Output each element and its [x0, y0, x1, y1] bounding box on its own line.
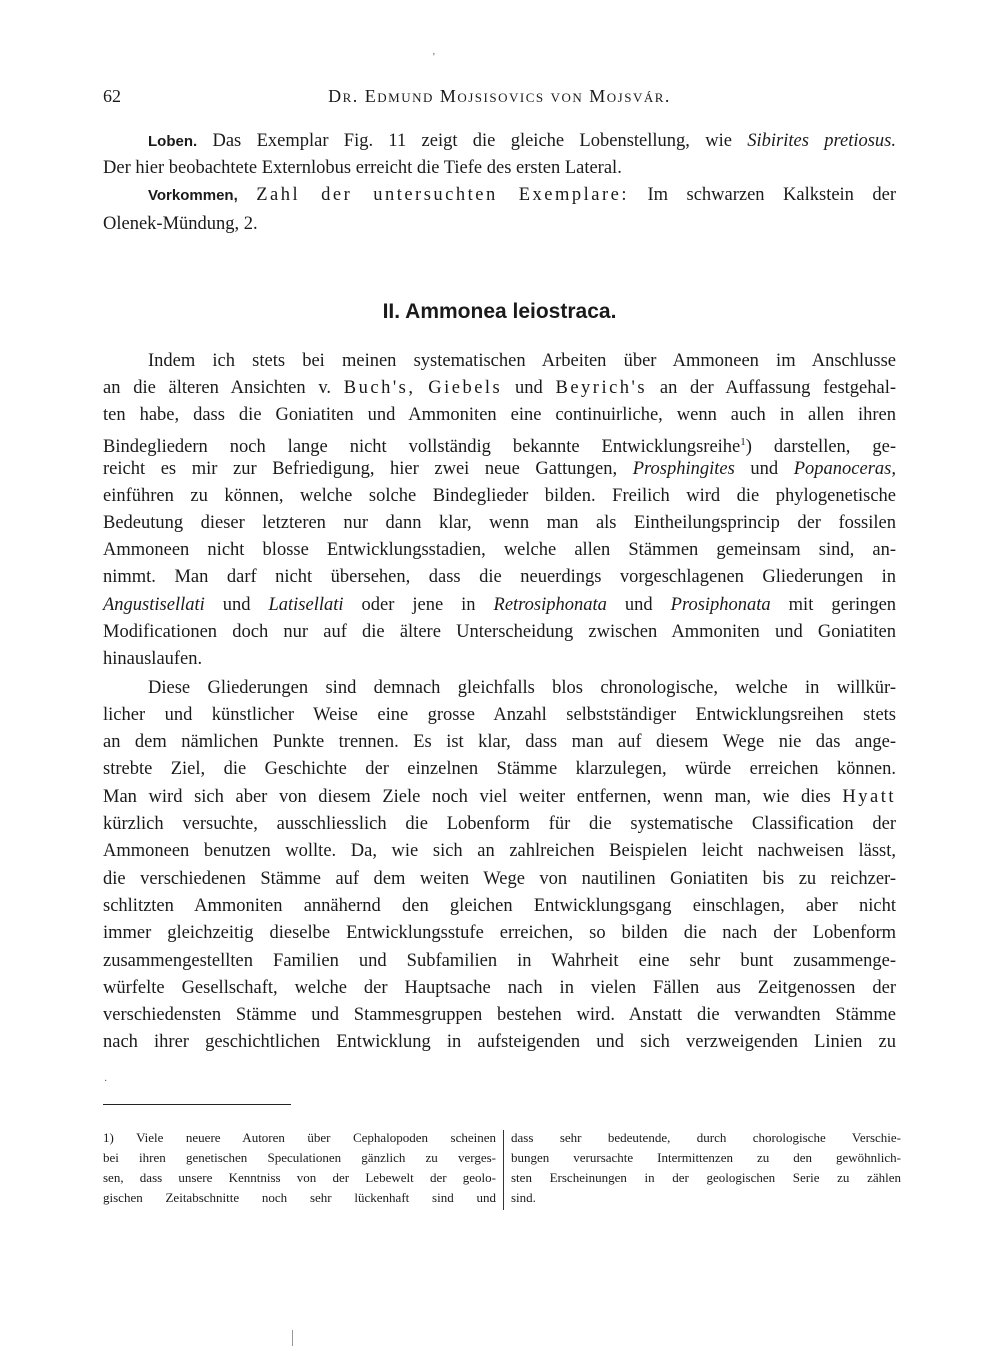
- vorkommen-line-2: Olenek-Mündung, 2.: [103, 214, 258, 234]
- para1-text: an der Auffassung festgehal-: [659, 378, 897, 398]
- page-number: 62: [103, 86, 121, 106]
- loben-label: Loben.: [148, 133, 198, 150]
- para1-text: oder jene in: [361, 595, 476, 615]
- para1-line: einführen zu können, welche solche Bindeglieder bilden. Freilich wird die phylogenetische: [103, 486, 896, 506]
- footnote-right-line: sind.: [511, 1190, 536, 1205]
- footnote-ref: 1: [740, 436, 746, 448]
- para1-line: [103, 377, 896, 399]
- para2-text: Man wird sich aber von diesem Ziele noch viel weiter entfernen, wenn man, wie dies: [103, 787, 831, 807]
- footnote-column-divider: [503, 1130, 504, 1210]
- para2-line: würfelte Gesellschaft, welche der Hauptsache nach in vielen Fällen aus Zeitgenossen der: [103, 978, 896, 998]
- para1-text: und: [515, 378, 543, 398]
- para1-line: [103, 458, 896, 480]
- footnote-left-line: sen, dass unsere Kenntniss von der Lebewelt der geolo-: [103, 1170, 496, 1185]
- para1-text: und: [624, 595, 653, 615]
- author-hyatt: Hyatt: [842, 787, 896, 807]
- loben-text-1: Das Exemplar Fig. 11 zeigt die gleiche Lobenstellung, wie: [212, 131, 732, 151]
- para2-line: Diese Gliederungen sind demnach gleichfalls blos chronologische, welche in willkür-: [148, 678, 896, 698]
- running-title: Dr. Edmund Mojsisovics von Mojsvár.: [328, 86, 671, 106]
- footnote-rule: [103, 1104, 291, 1105]
- author-giebel: Giebels: [428, 378, 503, 398]
- loben-line-2: Der hier beobachtete Externlobus erreicht die Tiefe des ersten Lateral.: [103, 158, 622, 178]
- genus-prosphingites: Prosphingites: [632, 459, 735, 479]
- para1-text: mit geringen: [788, 595, 897, 615]
- genus-popanoceras: Popanoceras,: [793, 459, 896, 479]
- footnote-right-line: sten Erscheinungen in der geologischen Serie zu zählen: [511, 1170, 901, 1185]
- para2-line: an dem nämlichen Punkte trennen. Es ist klar, dass man auf diesem Wege nie das ange-: [103, 732, 896, 752]
- loben-line-1: [148, 130, 896, 153]
- para1-line: hinauslaufen.: [103, 649, 203, 669]
- para1-line: [103, 594, 896, 616]
- para1-text: und: [222, 595, 251, 615]
- term-angustisellati: Angustisellati: [103, 595, 205, 615]
- para1-text: ) darstellen, ge-: [745, 437, 896, 458]
- para1-line: Indem ich stets bei meinen systematischen Arbeiten über Ammoneen im Anschlusse: [148, 351, 896, 371]
- para1-text: reicht es mir zur Befriedigung, hier zwei neue Gattungen,: [103, 459, 618, 479]
- footnote-left-line: 1) Viele neuere Autoren über Cephalopoden scheinen: [103, 1130, 496, 1145]
- scan-mark: [292, 1330, 293, 1346]
- footnote-right-line: dass sehr bedeutende, durch chorologische Verschie-: [511, 1130, 901, 1145]
- para1-text: und: [750, 459, 779, 479]
- term-retrosiphonata: Retrosiphonata: [493, 595, 607, 615]
- vorkommen-line-1: [148, 184, 896, 207]
- para1-text: Bindegliedern noch lange nicht vollständig bekannte Entwicklungsreihe: [103, 437, 741, 458]
- para2-line: die verschiedenen Stämme auf dem weiten Wege von nautilinen Goniatiten bis zu reichzer-: [103, 869, 896, 889]
- para1-line: Modificationen doch nur auf die ältere Unterscheidung zwischen Ammoniten und Goniatiten: [103, 622, 896, 642]
- author-buch: Buch's,: [343, 378, 416, 398]
- section-title: II. Ammonea leiostraca.: [382, 300, 617, 323]
- para2-line: zusammengestellten Familien und Subfamilien in Wahrheit eine sehr bunt zusammenge-: [103, 951, 896, 971]
- footnote-right-line: bungen verursachte Intermittenzen zu den gewöhnlich-: [511, 1150, 901, 1165]
- para2-line: strebte Ziel, die Geschichte der einzelnen Stämme klarzulegen, würde erreichen können.: [103, 759, 896, 779]
- para1-line: Bedeutung dieser letzteren nur dann klar, wenn man als Eintheilungsprincip der fossilen: [103, 513, 896, 533]
- term-latisellati: Latisellati: [268, 595, 344, 615]
- para1-line: nimmt. Man darf nicht übersehen, dass die neuerdings vorgeschlagenen Gliederungen in: [103, 567, 896, 587]
- para2-line: immer gleichzeitig dieselbe Entwicklungsstufe erreichen, so bilden die nach der Lobenform: [103, 923, 896, 943]
- scan-mark: ': [433, 52, 435, 63]
- para2-line: schlitzten Ammoniten annähernd den gleichen Entwicklungsgang einschlagen, aber nicht: [103, 896, 896, 916]
- para2-line: licher und künstlicher Weise eine grosse Anzahl selbstständiger Entwicklungsreihen stets: [103, 705, 896, 725]
- footnote-left-line: gischen Zeitabschnitte noch sehr lückenhaft sind und: [103, 1190, 496, 1205]
- vorkommen-spaced: Zahl der untersuchten Exemplare:: [256, 185, 629, 205]
- para2-line: nach ihrer geschichtlichen Entwicklung in aufsteigenden und sich verzweigenden Linien zu: [103, 1032, 896, 1052]
- footnote-left-line: bei ihren genetischen Speculationen gänzlich zu verges-: [103, 1150, 496, 1165]
- author-beyrich: Beyrich's: [555, 378, 648, 398]
- para1-line: ten habe, dass die Goniatiten und Ammoniten eine continuirliche, wenn auch in allen ihren: [103, 405, 896, 425]
- scan-mark: ·: [104, 1076, 108, 1087]
- para2-line: verschiedensten Stämme und Stammesgruppen bestehen wird. Anstatt die verwandten Stämme: [103, 1005, 896, 1025]
- vorkommen-rest: Im schwarzen Kalkstein der: [647, 185, 897, 205]
- para1-text: an die älteren Ansichten v.: [103, 378, 332, 398]
- para1-line: Ammoneen nicht blosse Entwicklungsstadien, welche allen Stämmen gemeinsam sind, an-: [103, 540, 896, 560]
- vorkommen-label: Vorkommen,: [148, 187, 238, 204]
- term-prosiphonata: Prosiphonata: [670, 595, 771, 615]
- loben-species: Sibirites pretiosus.: [747, 131, 896, 151]
- para2-line: kürzlich versuchte, ausschliesslich die Lobenform für die systematische Classification der: [103, 814, 896, 834]
- para2-line: Ammoneen benutzen wollte. Da, wie sich an zahlreichen Beispielen leicht nachweisen lässt,: [103, 841, 896, 861]
- para1-line: [103, 431, 896, 458]
- para2-line: [103, 786, 896, 808]
